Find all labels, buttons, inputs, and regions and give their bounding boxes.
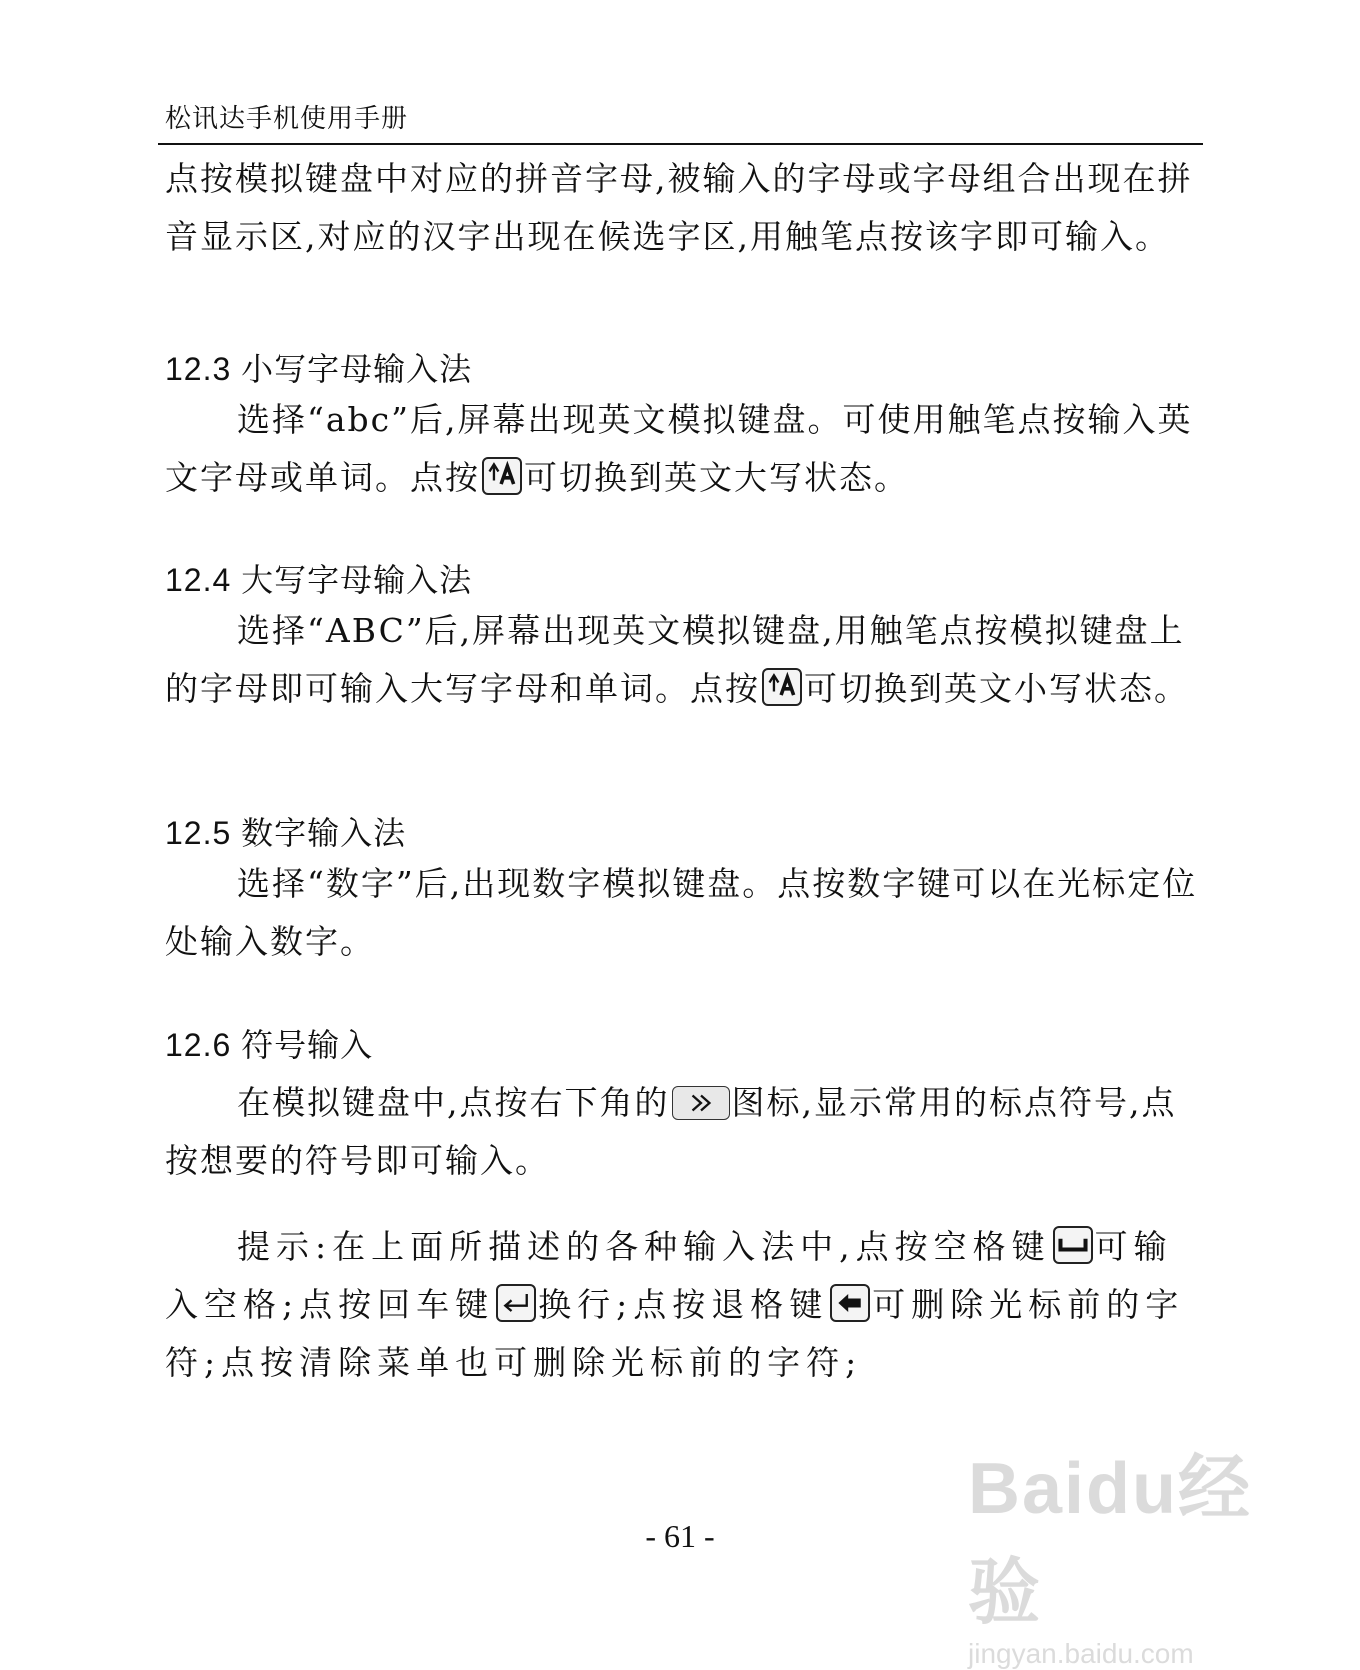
section-12-6-paragraph <box>165 1074 1205 1190</box>
tip-text-a: 提示:在上面所描述的各种输入法中,点按空格键 <box>237 1227 1051 1266</box>
section-12-4-paragraph <box>165 602 1205 718</box>
tip-text-b: 可输入空格;点按回车键 <box>165 1227 1173 1324</box>
space-key-icon <box>1053 1226 1093 1264</box>
section-12-4-text-a: 选择“ABC”后,屏幕出现英文模拟键盘,用触笔点按模拟键盘上的字母即可输入大写字母和单词。点按 <box>165 611 1185 708</box>
tip-paragraph <box>165 1218 1205 1392</box>
section-12-4-text-b: 可切换到英文小写状态。 <box>804 669 1189 708</box>
backspace-key-icon <box>830 1284 870 1322</box>
baidu-watermark <box>968 1430 1278 1669</box>
section-12-6-text-b: 图标,显示常用的标点符号,点按想要的符号即可输入。 <box>165 1083 1177 1180</box>
section-12-3-paragraph <box>165 391 1205 507</box>
page-number: - 61 - <box>645 1518 715 1554</box>
enter-key-icon <box>496 1284 536 1322</box>
shift-A-icon <box>482 457 522 495</box>
section-heading-12-6: 12.6 符号输入 <box>165 1027 374 1063</box>
header-rule <box>158 143 1203 145</box>
section-heading-12-5: 12.5 数字输入法 <box>165 815 407 851</box>
section-12-6-text-a: 在模拟键盘中,点按右下角的 <box>237 1083 670 1122</box>
section-12-3-text-b: 可切换到英文大写状态。 <box>524 458 909 497</box>
section-heading-12-4: 12.4 大写字母输入法 <box>165 562 473 598</box>
shift-A-icon <box>762 668 802 706</box>
section-12-5-paragraph: 选择“数字”后,出现数字模拟键盘。点按数字键可以在光标定位处输入数字。 <box>165 864 1198 961</box>
section-12-3-text-a: 选择“abc”后,屏幕出现英文模拟键盘。可使用触笔点按输入英文字母或单词。点按 <box>165 400 1193 497</box>
double-chevron-right-icon <box>672 1086 730 1120</box>
running-header: 松讯达手机使用手册 <box>165 104 409 134</box>
intro-paragraph: 点按模拟键盘中对应的拼音字母,被输入的字母或字母组合出现在拼音显示区,对应的汉字出现在候选字区,用触笔点按该字即可输入。 <box>165 159 1193 256</box>
watermark-url: jingyan.baidu.com <box>968 1638 1194 1669</box>
tip-text-c: 换行;点按退格键 <box>538 1285 829 1324</box>
section-heading-12-3: 12.3 小写字母输入法 <box>165 351 473 387</box>
tip-text-d: 可删除光标前的字符;点按清除菜单也可删除光标前的字符; <box>165 1285 1185 1382</box>
watermark-logo: Baidu经验 <box>968 1449 1253 1633</box>
